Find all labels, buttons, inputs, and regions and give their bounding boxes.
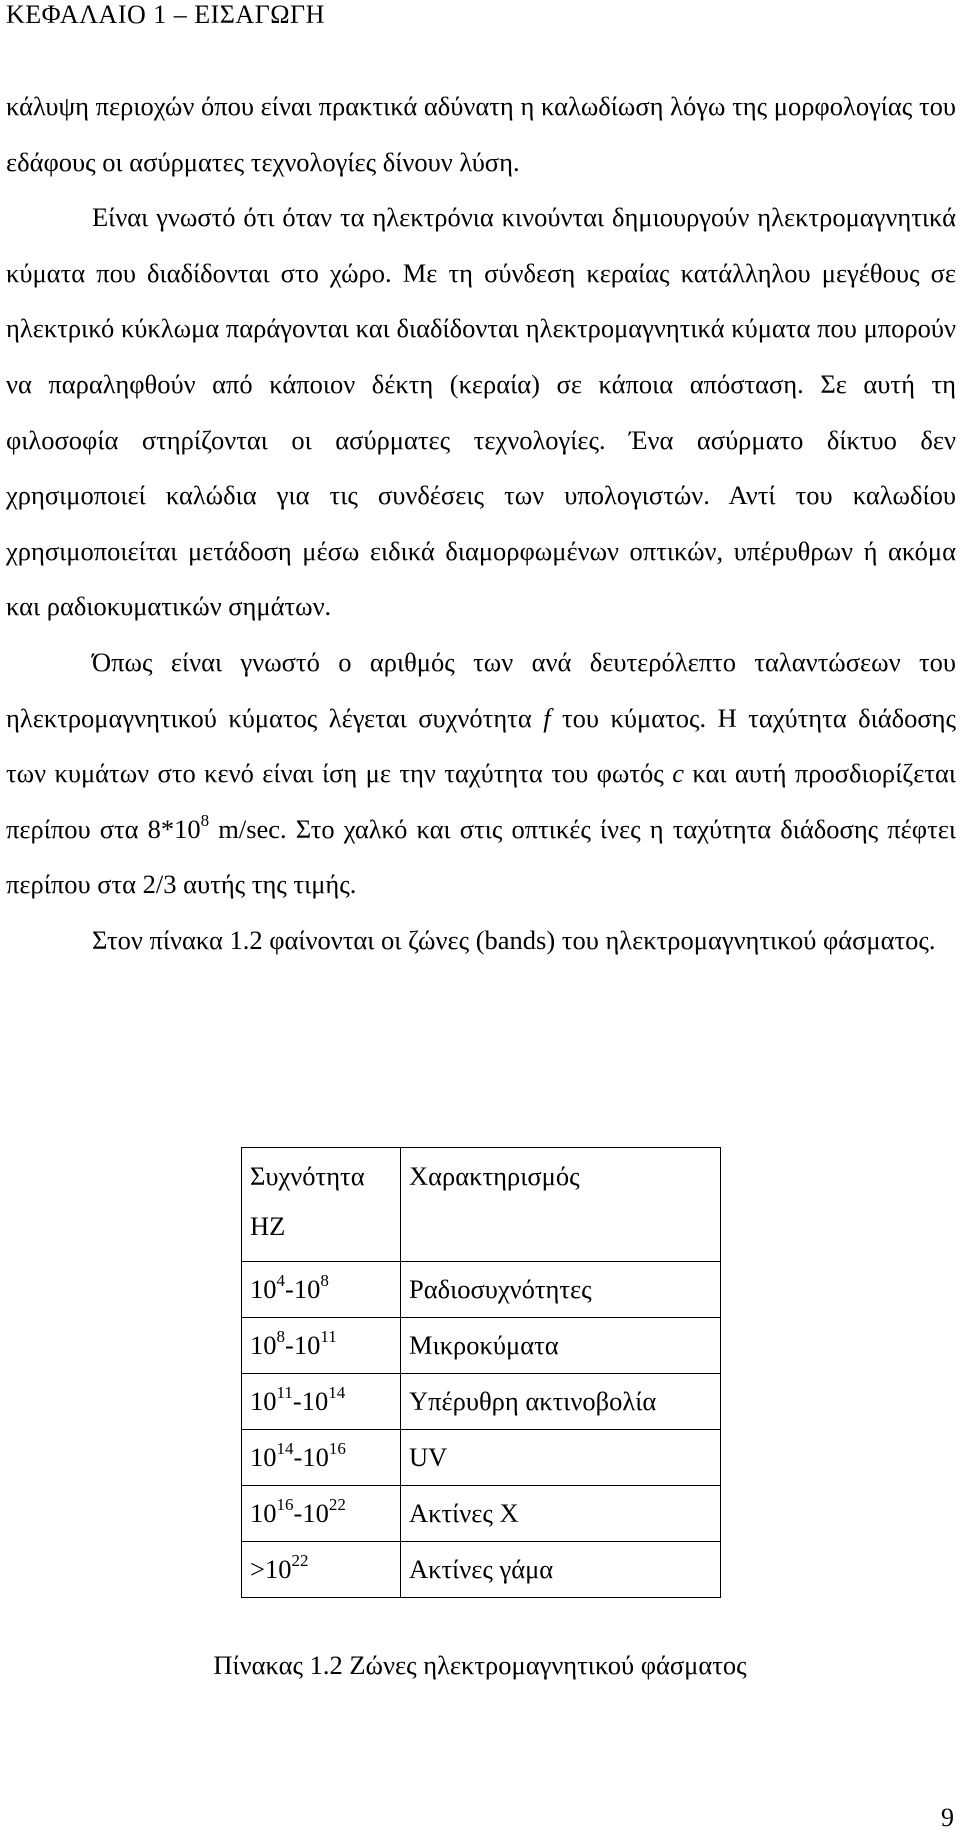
header-frequency: Συχνότητα HZ <box>242 1148 401 1262</box>
frequency-cell <box>242 1430 401 1486</box>
chapter-header: ΚΕΦΑΛΑΙΟ 1 – ΕΙΣΑΓΩΓΗ <box>6 0 325 29</box>
base-1: >10 <box>250 1554 292 1584</box>
header-designation: Χαρακτηρισμός <box>401 1148 721 1262</box>
table-row <box>242 1318 721 1374</box>
base-2: 10 <box>293 1330 321 1360</box>
light-speed-symbol: c <box>672 758 684 789</box>
range-separator: - <box>292 1386 302 1416</box>
table-header-row <box>242 1148 721 1262</box>
exponent-1: 14 <box>276 1439 294 1458</box>
paragraph-3-part-3: και αυτή προσδιορίζεται περίπου στα 8*10 <box>6 758 956 844</box>
paragraph-3-part-2: του κύματος. Η ταχύτητα διάδοσης των κυμάτων στο κενό είναι ίση με την ταχύτητα του φωτός <box>6 702 956 789</box>
page-number: 9 <box>941 1803 954 1832</box>
table-row <box>242 1374 721 1430</box>
paragraph-1: κάλυψη περιοχών όπου είναι πρακτικά αδύνατη η καλωδίωση λόγω της μορφολογίας του εδάφους οι ασύρματες τεχνολογίες δίνουν λύση. <box>6 91 956 177</box>
speed-exponent: 8 <box>200 810 210 830</box>
paragraph-3-part-4: m/sec. Στο χαλκό και στις οπτικές ίνες η ταχύτητα διάδοσης πέφτει περίπου στα 2/3 αυτής της τιμής. <box>6 813 956 900</box>
base-1: 10 <box>250 1442 277 1472</box>
range-separator: - <box>285 1330 294 1360</box>
exponent-1: 16 <box>276 1495 294 1514</box>
exponent-1: 11 <box>276 1383 293 1402</box>
frequency-cell <box>242 1374 401 1430</box>
designation-cell: Υπέρυθρη ακτινοβολία <box>401 1374 721 1430</box>
frequency-symbol: f <box>543 702 551 733</box>
exponent-1: 4 <box>276 1271 285 1290</box>
base-2: 10 <box>302 1498 329 1528</box>
base-2: 10 <box>301 1386 329 1416</box>
frequency-cell <box>242 1262 401 1318</box>
designation-cell: Ακτίνες Χ <box>401 1486 721 1542</box>
range-separator: - <box>293 1498 303 1528</box>
frequency-cell <box>242 1542 401 1598</box>
body-text <box>6 79 956 969</box>
base-1: 10 <box>250 1498 277 1528</box>
paragraph-4: Στον πίνακα 1.2 φαίνονται οι ζώνες (bands) του ηλεκτρομαγνητικού φάσματος. <box>92 924 936 955</box>
exponent-2: 8 <box>320 1271 329 1290</box>
exponent-2: 11 <box>320 1327 337 1346</box>
paragraph-3 <box>6 635 956 913</box>
table-caption: Πίνακας 1.2 Ζώνες ηλεκτρομαγνητικού φάσματος <box>213 1650 747 1680</box>
range-separator: - <box>285 1274 294 1304</box>
frequency-bands-table <box>241 1147 721 1598</box>
frequency-cell <box>242 1318 401 1374</box>
paragraph-2: Είναι γνωστό ότι όταν τα ηλεκτρόνια κινούνται δημιουργούν ηλεκτρομαγνητικά κύματα που διαδίδονται στο χώρο. Με τη σύνδεση κεραίας κατάλληλου μεγέθους σε ηλεκτρικό κύκλωμα παράγονται και διαδίδονται ηλεκτρομαγνητικά κύματα που μπορούν να παραληφθούν από κάποιον δέκτη (κεραία) σε κάποια απόσταση. Σε αυτή τη φιλοσοφία στηρίζονται οι ασύρματες τεχνολογίες. Ένα ασύρματο δίκτυο δεν χρησιμοποιεί καλώδια για τις συνδέσεις των υπολογιστών. Αντί του καλωδίου χρησιμοποιείται μετάδοση μέσω ειδικά διαμορφωμένων οπτικών, υπέρυθρων ή ακόμα και ραδιοκυματικών σημάτων. <box>6 202 956 622</box>
designation-cell: UV <box>401 1430 721 1486</box>
table-row <box>242 1262 721 1318</box>
frequency-cell <box>242 1486 401 1542</box>
table-row <box>242 1486 721 1542</box>
paragraph-3-part-1: Όπως είναι γνωστό ο αριθμός των ανά δευτερόλεπτο ταλαντώσεων του ηλεκτρομαγνητικού κύματος λέγεται συχνότητα <box>6 646 956 733</box>
base-2: 10 <box>293 1274 321 1304</box>
exponent-1: 8 <box>276 1327 285 1346</box>
exponent-2: 14 <box>328 1383 346 1402</box>
base-1: 10 <box>250 1274 277 1304</box>
base-1: 10 <box>250 1386 277 1416</box>
table-row <box>242 1430 721 1486</box>
table-row <box>242 1542 721 1598</box>
designation-cell: Ραδιοσυχνότητες <box>401 1262 721 1318</box>
base-2: 10 <box>302 1442 329 1472</box>
designation-cell: Μικροκύματα <box>401 1318 721 1374</box>
designation-cell: Ακτίνες γάμα <box>401 1542 721 1598</box>
exponent-2: 22 <box>328 1495 346 1514</box>
exponent-1: 22 <box>291 1551 309 1570</box>
base-1: 10 <box>250 1330 277 1360</box>
range-separator: - <box>293 1442 303 1472</box>
exponent-2: 16 <box>328 1439 346 1458</box>
